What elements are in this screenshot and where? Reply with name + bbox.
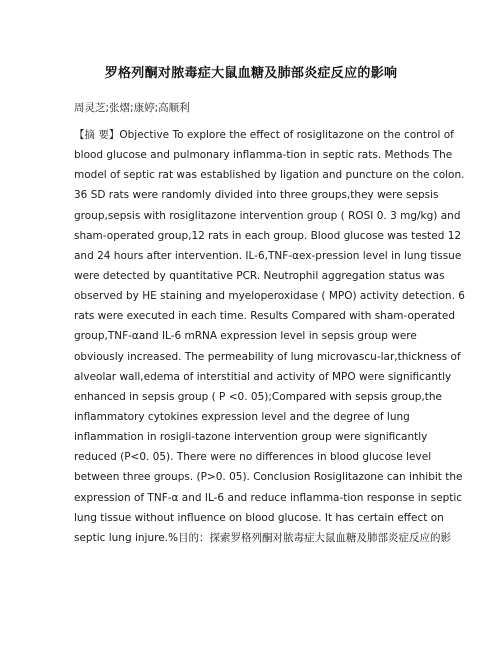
abstract-line: rats were executed in each time. Results Compared with sham-operated — [74, 310, 456, 323]
abstract-line: and 24 hours after intervention. IL-6,TNF-αex-pression level in lung tissue — [74, 249, 462, 262]
abstract-line: group,TNF-αand IL-6 mRNA expression level in sepsis group were — [74, 330, 417, 343]
abstract-line: reduced (P<0. 05). There were no differences in blood glucose level — [74, 451, 432, 464]
abstract-line: inflammation in rosigli-tazone intervention group were significantly — [74, 431, 428, 444]
abstract-line: inflammatory cytokines expression level and the degree of lung — [74, 410, 410, 423]
abstract-line: expression of TNF-α and IL-6 and reduce inflamma-tion response in septic — [74, 491, 463, 504]
abstract-line: sham-operated group,12 rats in each group. Blood glucose was tested 12 — [74, 229, 462, 242]
abstract-line: group,sepsis with rosiglitazone intervention group ( ROSI 0. 3 mg/kg) and — [74, 209, 461, 222]
abstract-line: observed by HE staining and myeloperoxidase ( MPO) activity detection. 6 — [74, 290, 465, 303]
abstract-line: between three groups. (P>0. 05). Conclusion Rosiglitazone can inhibit the — [74, 471, 463, 484]
abstract-line: enhanced in sepsis group ( P <0. 05);Compared with sepsis group,the — [74, 390, 442, 403]
abstract-line: blood glucose and pulmonary inflamma-tion in septic rats. Methods The — [74, 149, 453, 162]
abstract-line: obviously increased. The permeability of lung microvascu-lar,thickness of — [74, 350, 461, 363]
abstract-line: were detected by quantitative PCR. Neutrophil aggregation status was — [74, 269, 445, 282]
abstract-line — [74, 125, 454, 145]
abstract-label: 【摘 要】 — [74, 129, 120, 141]
author-list: 周灵芝;张熠;康婷;高顺利 — [74, 102, 190, 114]
abstract-line: model of septic rat was established by ligation and puncture on the colon. — [74, 169, 465, 182]
abstract-line: lung tissue without influence on blood glucose. It has certain effect on — [74, 511, 444, 524]
abstract-line: septic lung injure.%目的：探索罗格列酮对脓毒症大鼠血糖及肺部炎症反应的影 — [74, 531, 451, 544]
abstract-body — [74, 125, 465, 548]
abstract-line: 36 SD rats were randomly divided into three groups,they were sepsis — [74, 189, 439, 202]
abstract-line-text: Objective To explore the effect of rosiglitazone on the control of — [119, 129, 454, 141]
abstract-line: alveolar wall,edema of interstitial and activity of MPO were significantly — [74, 370, 452, 383]
paper-title: 罗格列酮对脓毒症大鼠血糖及肺部炎症反应的影响 — [104, 66, 398, 81]
